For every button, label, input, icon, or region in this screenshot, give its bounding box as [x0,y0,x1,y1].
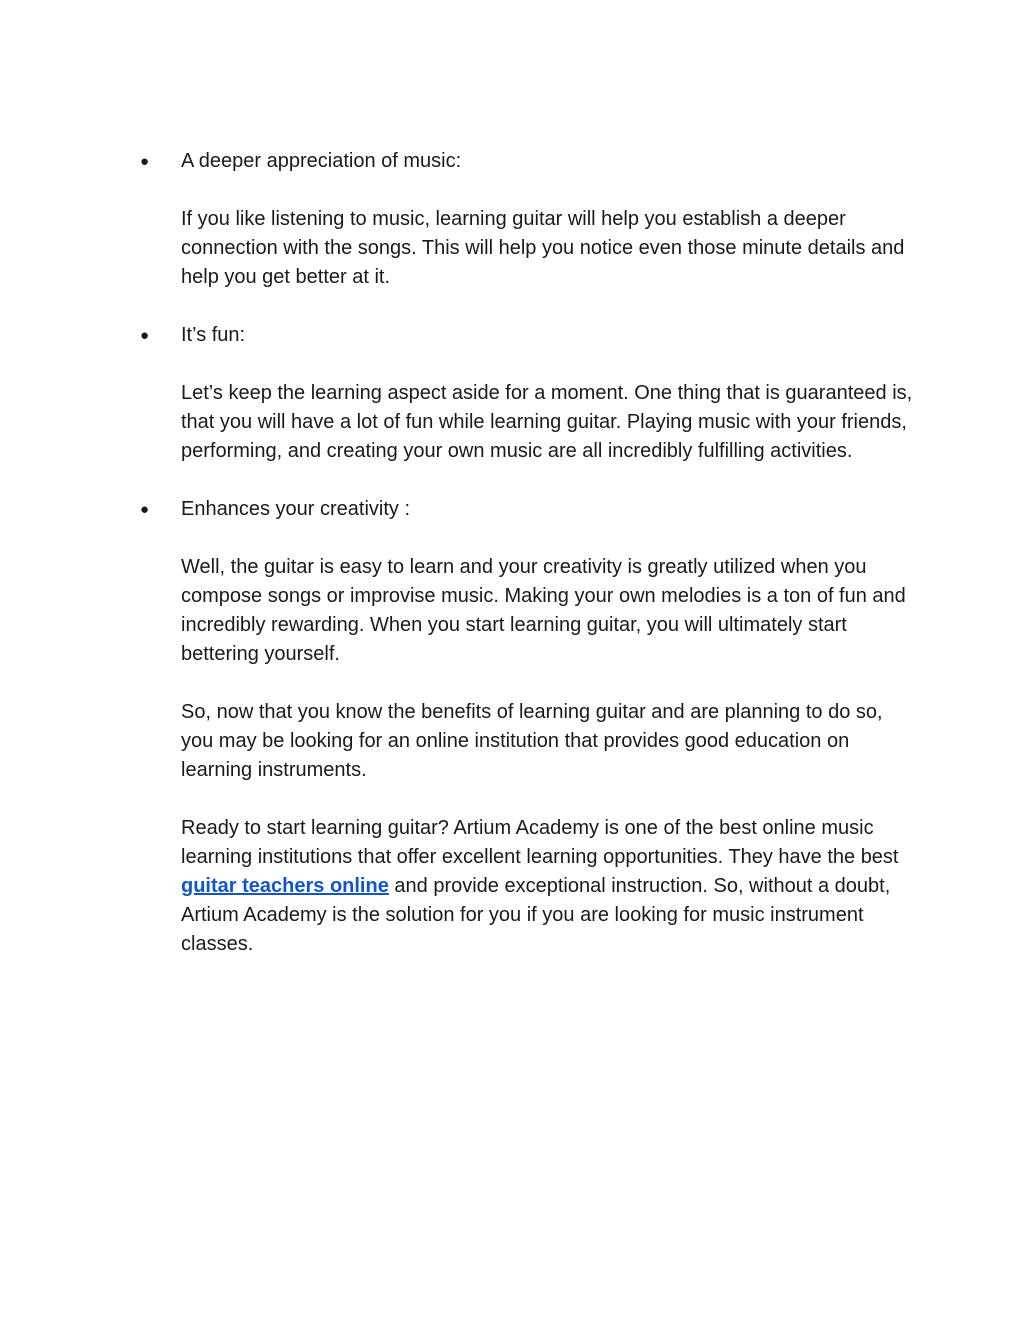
closing-paragraph-benefits: So, now that you know the benefits of learning guitar and are planning to do so, you may be looking for an online institution that provides good education on learning instruments. [181,701,883,781]
guitar-teachers-online-link[interactable]: guitar teachers online [181,875,389,897]
section-body: Well, the guitar is easy to learn and your creativity is greatly utilized when you compose songs or improvise music. Making your own melodies is a ton of fun and incredibly rewarding. When you start learning guitar, you will ultimately start bettering yourself. [181,556,906,665]
closing-text-before-link: Ready to start learning guitar? Artium Academy is one of the best online music learning institutions that offer excellent learning opportunities. They have the best [181,817,899,868]
bullet-icon: ● [140,327,150,344]
bullet-item-fun [140,321,914,350]
section-heading: A deeper appreciation of music: [181,150,462,172]
section-heading: Enhances your creativity : [181,498,410,520]
closing-paragraph-artium [181,814,914,959]
bullet-icon: ● [140,501,150,518]
section-heading: It’s fun: [181,324,246,346]
bullet-icon: ● [140,153,150,170]
bullet-item-appreciation [140,147,914,176]
closing-text-after-link: and provide exceptional instruction. So, without a doubt, Artium Academy is the solution for you if you are looking for music instrument classes. [181,875,891,955]
section-body: Let’s keep the learning aspect aside for a moment. One thing that is guaranteed is, that you will have a lot of fun while learning guitar. Playing music with your friends, performing, and creating your own music are all incredibly fulfilling activities. [181,382,913,462]
bullet-item-creativity [140,495,914,524]
section-body: If you like listening to music, learning guitar will help you establish a deeper connection with the songs. This will help you notice even those minute details and help you get better at it. [181,208,905,288]
